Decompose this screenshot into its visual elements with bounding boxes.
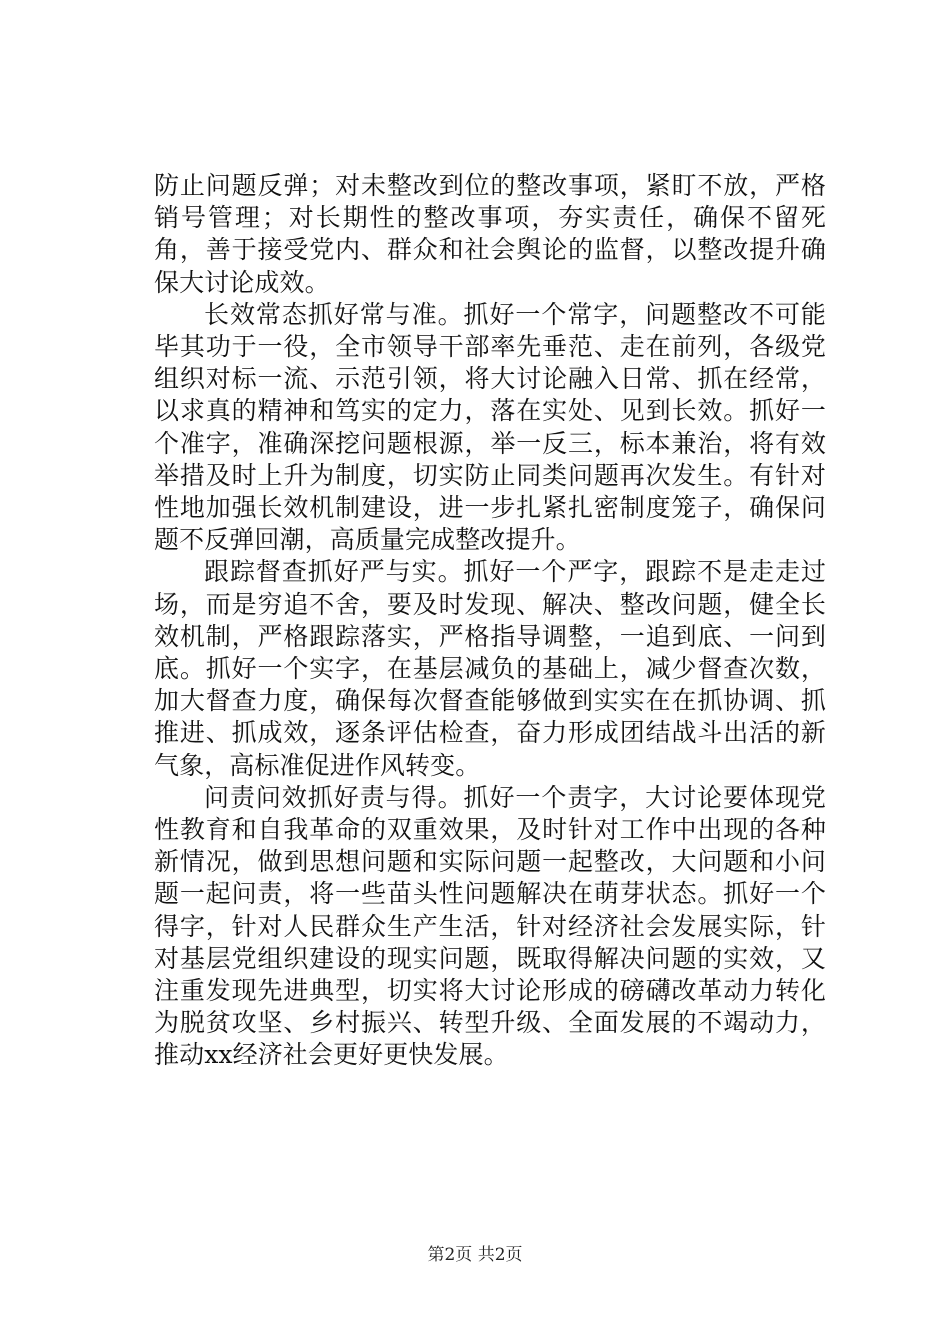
paragraph-1: 防止问题反弹；对未整改到位的整改事项，紧盯不放，严格销号管理；对长期性的整改事项，夯实责任，确保不留死角，善于接受党内、群众和社会舆论的监督，以整改提升确保大讨论成效。 [154,171,826,297]
page-number-footer: 第2页 共2页 [427,1245,523,1265]
paragraph-4: 问责问效抓好责与得。抓好一个责字，大讨论要体现党性教育和自我革命的双重效果，及时针对工作中出现的各种新情况，做到思想问题和实际问题一起整改，大问题和小问题一起问责，将一些苗头性问题解决在萌芽状态。抓好一个得字，针对人民群众生产生活，针对经济社会发展实际，针对基层党组织建设的现实问题，既取得解决问题的实效，又注重发现先进典型，切实将大讨论形成的磅礴改革动力转化为脱贫攻坚、乡村振兴、转型升级、全面发展的不竭动力，推动xx经济社会更好更快发展。 [154,782,826,1070]
paragraph-3: 跟踪督查抓好严与实。抓好一个严字，跟踪不是走走过场，而是穷追不舍，要及时发现、解决、整改问题，健全长效机制，严格跟踪落实，严格指导调整，一追到底、一问到底。抓好一个实字，在基层减负的基础上，减少督查次数，加大督查力度，确保每次督查能够做到实实在在抓协调、抓推进、抓成效，逐条评估检查，奋力形成团结战斗出活的新气象，高标准促进作风转变。 [154,557,826,780]
paragraph-2: 长效常态抓好常与准。抓好一个常字，问题整改不可能毕其功于一役，全市领导干部率先垂范、走在前列，各级党组织对标一流、示范引领，将大讨论融入日常、抓在经常，以求真的精神和笃实的定力，落在实处、见到长效。抓好一个准字，准确深挖问题根源，举一反三，标本兼治，将有效举措及时上升为制度，切实防止同类问题再次发生。有针对性地加强长效机制建设，进一步扎紧扎密制度笼子，确保问题不反弹回潮，高质量完成整改提升。 [154,299,826,555]
document-body [154,170,826,1072]
